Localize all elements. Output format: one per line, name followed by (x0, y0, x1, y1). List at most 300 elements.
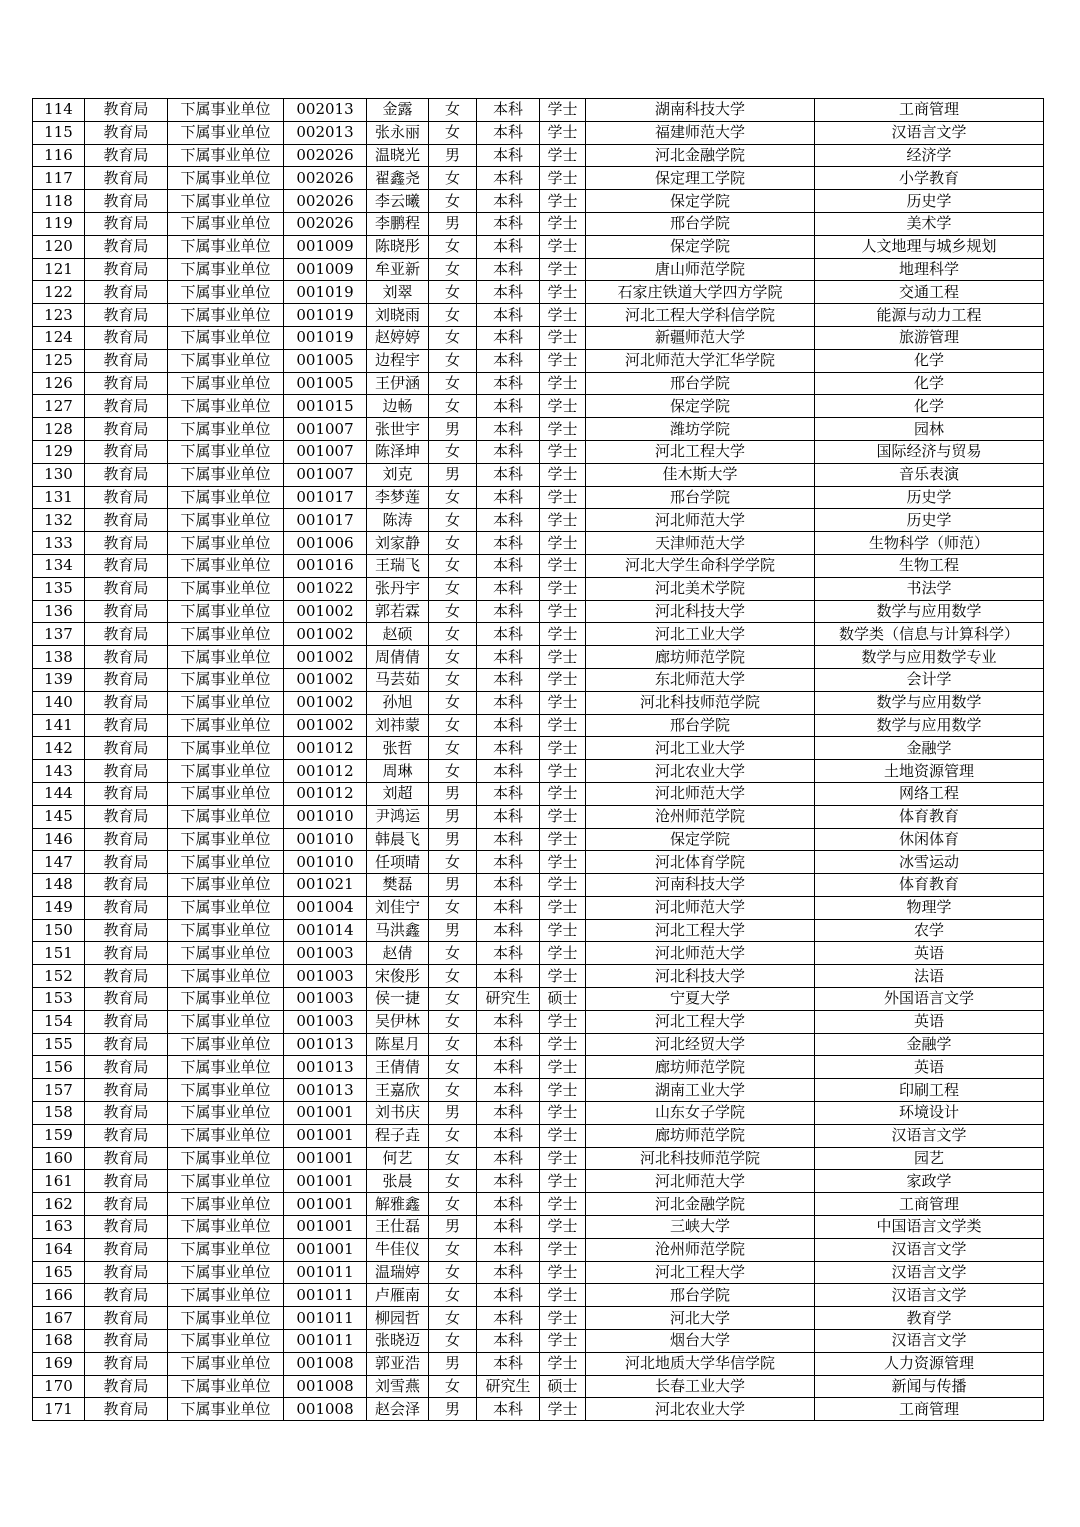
unit-type-cell: 下属事业单位 (168, 577, 284, 600)
table-row (33, 668, 1044, 691)
table-row (33, 1398, 1044, 1421)
position-code-cell: 001003 (284, 1010, 367, 1033)
degree-cell: 学士 (540, 600, 586, 623)
degree-cell: 学士 (540, 1147, 586, 1170)
major-cell: 数学与应用数学 (815, 691, 1044, 714)
row-number-cell: 165 (33, 1261, 85, 1284)
degree-cell: 学士 (540, 1398, 586, 1421)
table-row (33, 919, 1044, 942)
row-number-cell: 118 (33, 190, 85, 213)
major-cell: 物理学 (815, 896, 1044, 919)
department-cell: 教育局 (85, 1284, 168, 1307)
degree-cell: 学士 (540, 760, 586, 783)
unit-type-cell: 下属事业单位 (168, 1352, 284, 1375)
department-cell: 教育局 (85, 372, 168, 395)
row-number-cell: 155 (33, 1033, 85, 1056)
position-code-cell: 001001 (284, 1238, 367, 1261)
position-code-cell: 001001 (284, 1193, 367, 1216)
position-code-cell: 001006 (284, 532, 367, 555)
education-level-cell: 本科 (477, 942, 540, 965)
major-cell: 国际经济与贸易 (815, 440, 1044, 463)
position-code-cell: 001002 (284, 668, 367, 691)
table-row (33, 1010, 1044, 1033)
department-cell: 教育局 (85, 235, 168, 258)
name-cell: 张永丽 (367, 121, 429, 144)
name-cell: 温瑞婷 (367, 1261, 429, 1284)
position-code-cell: 002013 (284, 99, 367, 122)
school-cell: 沧州师范学院 (586, 805, 815, 828)
gender-cell: 男 (429, 463, 477, 486)
gender-cell: 女 (429, 623, 477, 646)
position-code-cell: 001015 (284, 395, 367, 418)
name-cell: 刘克 (367, 463, 429, 486)
school-cell: 宁夏大学 (586, 988, 815, 1011)
name-cell: 李云曦 (367, 190, 429, 213)
name-cell: 赵会泽 (367, 1398, 429, 1421)
degree-cell: 学士 (540, 1102, 586, 1125)
degree-cell: 学士 (540, 418, 586, 441)
school-cell: 唐山师范学院 (586, 258, 815, 281)
education-level-cell: 本科 (477, 167, 540, 190)
position-code-cell: 001007 (284, 440, 367, 463)
unit-type-cell: 下属事业单位 (168, 509, 284, 532)
row-number-cell: 171 (33, 1398, 85, 1421)
table-row (33, 349, 1044, 372)
school-cell: 河北农业大学 (586, 1398, 815, 1421)
position-code-cell: 001012 (284, 782, 367, 805)
row-number-cell: 128 (33, 418, 85, 441)
education-level-cell: 本科 (477, 1193, 540, 1216)
major-cell: 金融学 (815, 737, 1044, 760)
row-number-cell: 151 (33, 942, 85, 965)
name-cell: 李鹏程 (367, 212, 429, 235)
gender-cell: 女 (429, 760, 477, 783)
school-cell: 保定学院 (586, 395, 815, 418)
degree-cell: 学士 (540, 919, 586, 942)
department-cell: 教育局 (85, 1010, 168, 1033)
row-number-cell: 167 (33, 1307, 85, 1330)
department-cell: 教育局 (85, 874, 168, 897)
department-cell: 教育局 (85, 281, 168, 304)
gender-cell: 女 (429, 532, 477, 555)
name-cell: 温晓光 (367, 144, 429, 167)
row-number-cell: 132 (33, 509, 85, 532)
table-row (33, 395, 1044, 418)
department-cell: 教育局 (85, 509, 168, 532)
position-code-cell: 001013 (284, 1079, 367, 1102)
row-number-cell: 149 (33, 896, 85, 919)
major-cell: 环境设计 (815, 1102, 1044, 1125)
table-row (33, 258, 1044, 281)
name-cell: 王倩倩 (367, 1056, 429, 1079)
unit-type-cell: 下属事业单位 (168, 1033, 284, 1056)
education-level-cell: 本科 (477, 144, 540, 167)
gender-cell: 女 (429, 965, 477, 988)
position-code-cell: 001005 (284, 372, 367, 395)
table-row (33, 1352, 1044, 1375)
position-code-cell: 001001 (284, 1124, 367, 1147)
unit-type-cell: 下属事业单位 (168, 691, 284, 714)
education-level-cell: 本科 (477, 851, 540, 874)
school-cell: 烟台大学 (586, 1330, 815, 1353)
name-cell: 樊磊 (367, 874, 429, 897)
school-cell: 河北工业大学 (586, 737, 815, 760)
table-row (33, 1375, 1044, 1398)
row-number-cell: 120 (33, 235, 85, 258)
degree-cell: 学士 (540, 1238, 586, 1261)
name-cell: 赵硕 (367, 623, 429, 646)
position-code-cell: 001002 (284, 714, 367, 737)
degree-cell: 学士 (540, 167, 586, 190)
position-code-cell: 001001 (284, 1102, 367, 1125)
gender-cell: 女 (429, 235, 477, 258)
department-cell: 教育局 (85, 600, 168, 623)
row-number-cell: 141 (33, 714, 85, 737)
table-row (33, 942, 1044, 965)
unit-type-cell: 下属事业单位 (168, 896, 284, 919)
gender-cell: 女 (429, 281, 477, 304)
department-cell: 教育局 (85, 646, 168, 669)
school-cell: 河北工程大学 (586, 440, 815, 463)
row-number-cell: 163 (33, 1216, 85, 1239)
department-cell: 教育局 (85, 326, 168, 349)
table-row (33, 1079, 1044, 1102)
gender-cell: 女 (429, 1307, 477, 1330)
table-row (33, 828, 1044, 851)
row-number-cell: 166 (33, 1284, 85, 1307)
school-cell: 保定学院 (586, 235, 815, 258)
degree-cell: 学士 (540, 1170, 586, 1193)
major-cell: 汉语言文学 (815, 121, 1044, 144)
major-cell: 中国语言文学类 (815, 1216, 1044, 1239)
education-level-cell: 本科 (477, 1033, 540, 1056)
education-level-cell: 本科 (477, 1010, 540, 1033)
row-number-cell: 157 (33, 1079, 85, 1102)
name-cell: 王嘉欣 (367, 1079, 429, 1102)
education-level-cell: 本科 (477, 623, 540, 646)
gender-cell: 男 (429, 418, 477, 441)
position-code-cell: 001009 (284, 235, 367, 258)
education-level-cell: 本科 (477, 395, 540, 418)
gender-cell: 女 (429, 372, 477, 395)
name-cell: 刘家静 (367, 532, 429, 555)
gender-cell: 女 (429, 942, 477, 965)
education-level-cell: 本科 (477, 600, 540, 623)
degree-cell: 学士 (540, 1330, 586, 1353)
education-level-cell: 本科 (477, 896, 540, 919)
table-row (33, 372, 1044, 395)
row-number-cell: 144 (33, 782, 85, 805)
education-level-cell: 本科 (477, 646, 540, 669)
position-code-cell: 001008 (284, 1375, 367, 1398)
school-cell: 廊坊师范学院 (586, 1124, 815, 1147)
education-level-cell: 本科 (477, 1398, 540, 1421)
department-cell: 教育局 (85, 121, 168, 144)
gender-cell: 男 (429, 805, 477, 828)
education-level-cell: 本科 (477, 440, 540, 463)
education-level-cell: 本科 (477, 760, 540, 783)
school-cell: 湖南科技大学 (586, 99, 815, 122)
major-cell: 人力资源管理 (815, 1352, 1044, 1375)
major-cell: 汉语言文学 (815, 1284, 1044, 1307)
name-cell: 卢雁南 (367, 1284, 429, 1307)
major-cell: 旅游管理 (815, 326, 1044, 349)
school-cell: 河北地质大学华信学院 (586, 1352, 815, 1375)
degree-cell: 学士 (540, 304, 586, 327)
row-number-cell: 153 (33, 988, 85, 1011)
gender-cell: 女 (429, 167, 477, 190)
school-cell: 河北师范大学 (586, 942, 815, 965)
unit-type-cell: 下属事业单位 (168, 1010, 284, 1033)
unit-type-cell: 下属事业单位 (168, 988, 284, 1011)
degree-cell: 学士 (540, 349, 586, 372)
degree-cell: 学士 (540, 1284, 586, 1307)
name-cell: 韩晨飞 (367, 828, 429, 851)
gender-cell: 女 (429, 1079, 477, 1102)
row-number-cell: 114 (33, 99, 85, 122)
major-cell: 经济学 (815, 144, 1044, 167)
name-cell: 张哲 (367, 737, 429, 760)
unit-type-cell: 下属事业单位 (168, 1238, 284, 1261)
row-number-cell: 117 (33, 167, 85, 190)
department-cell: 教育局 (85, 919, 168, 942)
major-cell: 休闲体育 (815, 828, 1044, 851)
row-number-cell: 170 (33, 1375, 85, 1398)
unit-type-cell: 下属事业单位 (168, 1261, 284, 1284)
table-row (33, 988, 1044, 1011)
position-code-cell: 001002 (284, 646, 367, 669)
unit-type-cell: 下属事业单位 (168, 167, 284, 190)
education-level-cell: 本科 (477, 874, 540, 897)
department-cell: 教育局 (85, 896, 168, 919)
position-code-cell: 001010 (284, 851, 367, 874)
gender-cell: 女 (429, 258, 477, 281)
degree-cell: 学士 (540, 281, 586, 304)
name-cell: 周琳 (367, 760, 429, 783)
table-row (33, 1124, 1044, 1147)
name-cell: 郭亚浩 (367, 1352, 429, 1375)
major-cell: 化学 (815, 349, 1044, 372)
major-cell: 汉语言文学 (815, 1238, 1044, 1261)
gender-cell: 女 (429, 304, 477, 327)
major-cell: 土地资源管理 (815, 760, 1044, 783)
position-code-cell: 001009 (284, 258, 367, 281)
school-cell: 邢台学院 (586, 714, 815, 737)
major-cell: 美术学 (815, 212, 1044, 235)
position-code-cell: 001011 (284, 1261, 367, 1284)
school-cell: 三峡大学 (586, 1216, 815, 1239)
department-cell: 教育局 (85, 1056, 168, 1079)
unit-type-cell: 下属事业单位 (168, 600, 284, 623)
position-code-cell: 002026 (284, 190, 367, 213)
department-cell: 教育局 (85, 463, 168, 486)
gender-cell: 女 (429, 988, 477, 1011)
unit-type-cell: 下属事业单位 (168, 805, 284, 828)
gender-cell: 女 (429, 99, 477, 122)
education-level-cell: 本科 (477, 463, 540, 486)
table-row (33, 235, 1044, 258)
department-cell: 教育局 (85, 851, 168, 874)
gender-cell: 女 (429, 851, 477, 874)
gender-cell: 女 (429, 395, 477, 418)
table-row (33, 896, 1044, 919)
position-code-cell: 001019 (284, 326, 367, 349)
name-cell: 张丹宇 (367, 577, 429, 600)
row-number-cell: 156 (33, 1056, 85, 1079)
table-row (33, 600, 1044, 623)
name-cell: 张晓迈 (367, 1330, 429, 1353)
major-cell: 园林 (815, 418, 1044, 441)
unit-type-cell: 下属事业单位 (168, 760, 284, 783)
department-cell: 教育局 (85, 828, 168, 851)
department-cell: 教育局 (85, 1147, 168, 1170)
school-cell: 河北美术学院 (586, 577, 815, 600)
major-cell: 农学 (815, 919, 1044, 942)
table-row (33, 1056, 1044, 1079)
position-code-cell: 001021 (284, 874, 367, 897)
major-cell: 工商管理 (815, 1193, 1044, 1216)
position-code-cell: 001003 (284, 988, 367, 1011)
table-row (33, 304, 1044, 327)
unit-type-cell: 下属事业单位 (168, 851, 284, 874)
position-code-cell: 001019 (284, 304, 367, 327)
unit-type-cell: 下属事业单位 (168, 668, 284, 691)
school-cell: 潍坊学院 (586, 418, 815, 441)
major-cell: 家政学 (815, 1170, 1044, 1193)
department-cell: 教育局 (85, 1330, 168, 1353)
department-cell: 教育局 (85, 714, 168, 737)
row-number-cell: 168 (33, 1330, 85, 1353)
table-row (33, 782, 1044, 805)
name-cell: 赵倩 (367, 942, 429, 965)
name-cell: 刘晓雨 (367, 304, 429, 327)
position-code-cell: 001001 (284, 1170, 367, 1193)
unit-type-cell: 下属事业单位 (168, 874, 284, 897)
unit-type-cell: 下属事业单位 (168, 554, 284, 577)
major-cell: 历史学 (815, 509, 1044, 532)
major-cell: 印刷工程 (815, 1079, 1044, 1102)
major-cell: 汉语言文学 (815, 1124, 1044, 1147)
school-cell: 河北金融学院 (586, 1193, 815, 1216)
unit-type-cell: 下属事业单位 (168, 1124, 284, 1147)
table-row (33, 440, 1044, 463)
unit-type-cell: 下属事业单位 (168, 646, 284, 669)
name-cell: 边畅 (367, 395, 429, 418)
gender-cell: 女 (429, 668, 477, 691)
school-cell: 河北科技师范学院 (586, 1147, 815, 1170)
major-cell: 数学类（信息与计算科学） (815, 623, 1044, 646)
degree-cell: 学士 (540, 532, 586, 555)
degree-cell: 学士 (540, 144, 586, 167)
degree-cell: 学士 (540, 1079, 586, 1102)
name-cell: 陈星月 (367, 1033, 429, 1056)
education-level-cell: 本科 (477, 304, 540, 327)
education-level-cell: 本科 (477, 418, 540, 441)
name-cell: 刘书庆 (367, 1102, 429, 1125)
department-cell: 教育局 (85, 1352, 168, 1375)
table-row (33, 714, 1044, 737)
school-cell: 湖南工业大学 (586, 1079, 815, 1102)
gender-cell: 女 (429, 349, 477, 372)
position-code-cell: 002013 (284, 121, 367, 144)
degree-cell: 学士 (540, 1307, 586, 1330)
major-cell: 人文地理与城乡规划 (815, 235, 1044, 258)
major-cell: 外国语言文学 (815, 988, 1044, 1011)
school-cell: 东北师范大学 (586, 668, 815, 691)
degree-cell: 学士 (540, 99, 586, 122)
school-cell: 新疆师范大学 (586, 326, 815, 349)
gender-cell: 女 (429, 1375, 477, 1398)
position-code-cell: 001019 (284, 281, 367, 304)
unit-type-cell: 下属事业单位 (168, 1307, 284, 1330)
education-level-cell: 本科 (477, 258, 540, 281)
unit-type-cell: 下属事业单位 (168, 144, 284, 167)
name-cell: 王瑞飞 (367, 554, 429, 577)
education-level-cell: 研究生 (477, 1375, 540, 1398)
row-number-cell: 164 (33, 1238, 85, 1261)
row-number-cell: 158 (33, 1102, 85, 1125)
major-cell: 地理科学 (815, 258, 1044, 281)
department-cell: 教育局 (85, 1033, 168, 1056)
education-level-cell: 本科 (477, 919, 540, 942)
table-row (33, 281, 1044, 304)
degree-cell: 学士 (540, 1193, 586, 1216)
unit-type-cell: 下属事业单位 (168, 372, 284, 395)
table-row (33, 691, 1044, 714)
major-cell: 数学与应用数学专业 (815, 646, 1044, 669)
education-level-cell: 本科 (477, 1079, 540, 1102)
position-code-cell: 001017 (284, 486, 367, 509)
unit-type-cell: 下属事业单位 (168, 235, 284, 258)
department-cell: 教育局 (85, 99, 168, 122)
education-level-cell: 本科 (477, 1284, 540, 1307)
table-row (33, 144, 1044, 167)
education-level-cell: 研究生 (477, 988, 540, 1011)
unit-type-cell: 下属事业单位 (168, 1216, 284, 1239)
position-code-cell: 001013 (284, 1056, 367, 1079)
department-cell: 教育局 (85, 258, 168, 281)
row-number-cell: 123 (33, 304, 85, 327)
row-number-cell: 130 (33, 463, 85, 486)
school-cell: 河北师范大学 (586, 1170, 815, 1193)
name-cell: 马洪鑫 (367, 919, 429, 942)
degree-cell: 学士 (540, 1056, 586, 1079)
major-cell: 英语 (815, 1010, 1044, 1033)
gender-cell: 男 (429, 1352, 477, 1375)
row-number-cell: 127 (33, 395, 85, 418)
table-row (33, 99, 1044, 122)
major-cell: 冰雪运动 (815, 851, 1044, 874)
unit-type-cell: 下属事业单位 (168, 463, 284, 486)
gender-cell: 女 (429, 486, 477, 509)
unit-type-cell: 下属事业单位 (168, 326, 284, 349)
gender-cell: 女 (429, 509, 477, 532)
department-cell: 教育局 (85, 486, 168, 509)
school-cell: 邢台学院 (586, 212, 815, 235)
row-number-cell: 129 (33, 440, 85, 463)
position-code-cell: 001005 (284, 349, 367, 372)
major-cell: 法语 (815, 965, 1044, 988)
education-level-cell: 本科 (477, 691, 540, 714)
degree-cell: 学士 (540, 326, 586, 349)
name-cell: 翟鑫尧 (367, 167, 429, 190)
name-cell: 王仕磊 (367, 1216, 429, 1239)
department-cell: 教育局 (85, 1170, 168, 1193)
degree-cell: 学士 (540, 691, 586, 714)
degree-cell: 学士 (540, 258, 586, 281)
education-level-cell: 本科 (477, 554, 540, 577)
education-level-cell: 本科 (477, 1147, 540, 1170)
